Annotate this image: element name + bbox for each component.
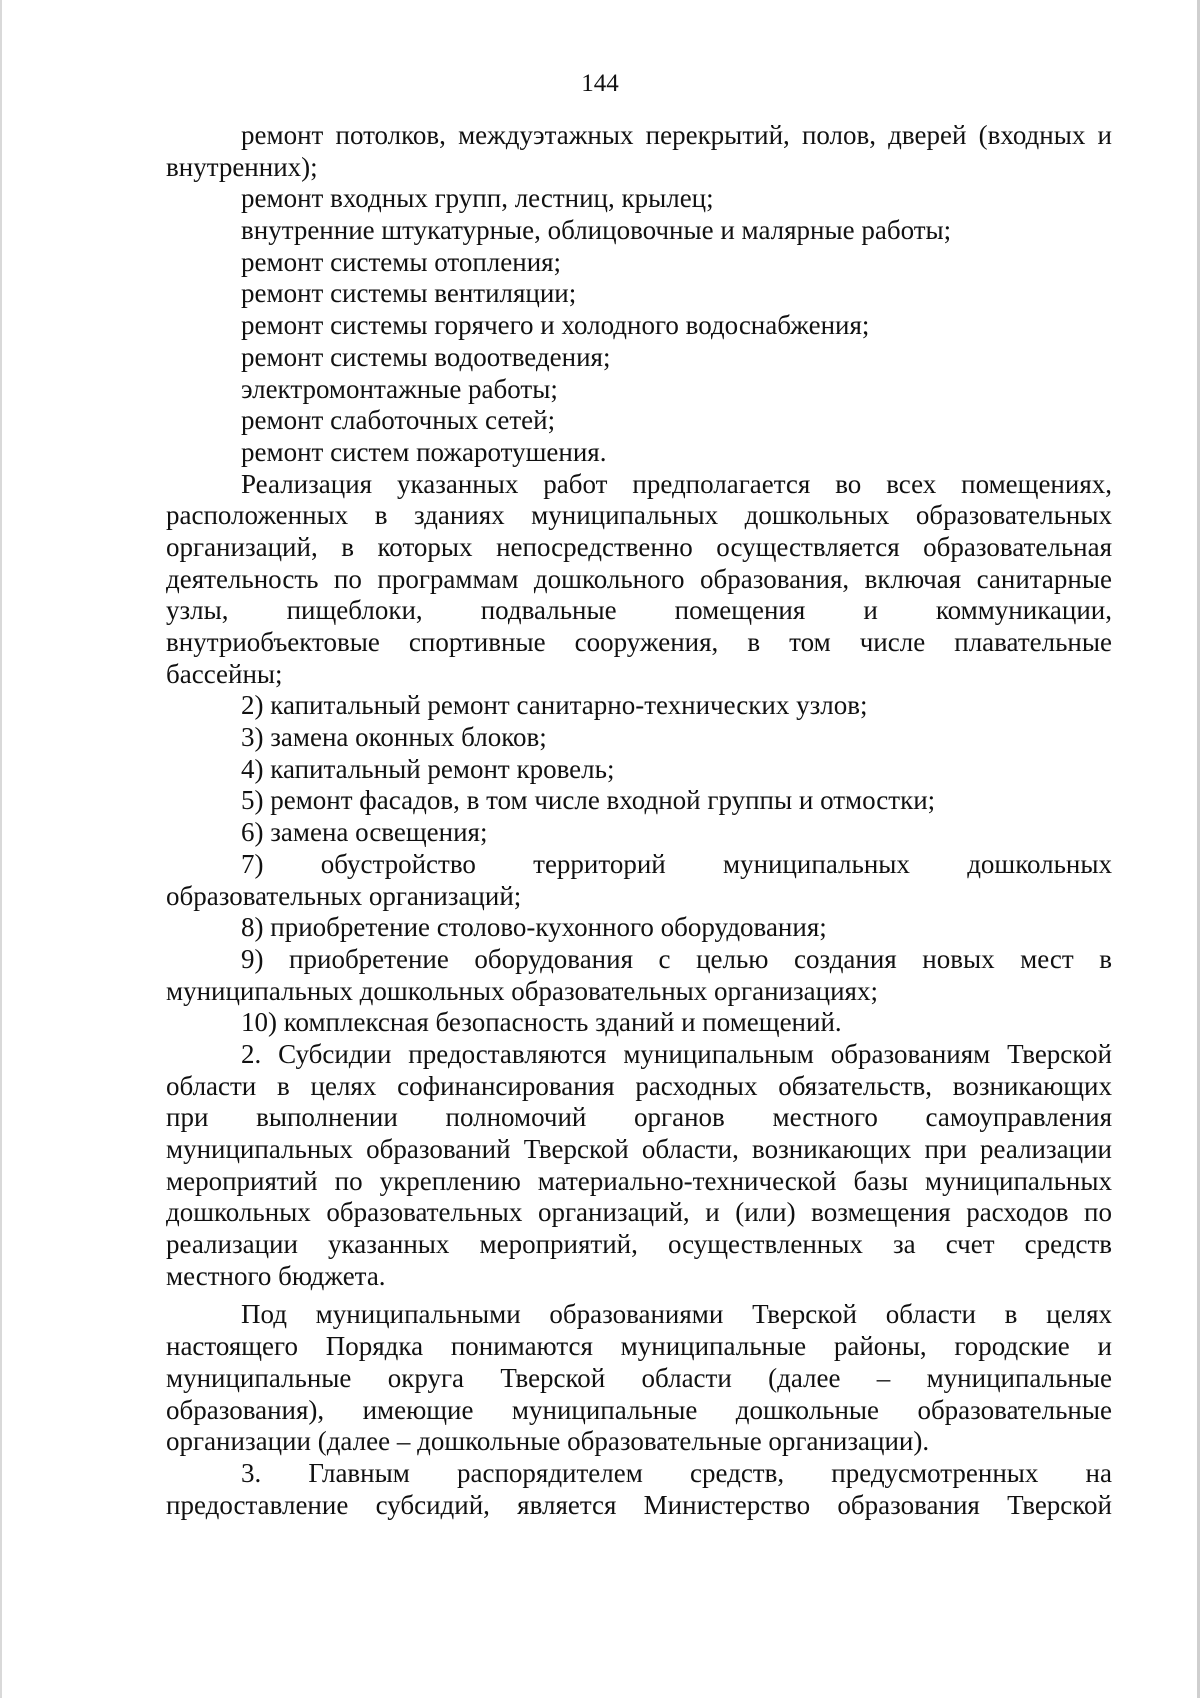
text-line: Реализация указанных работ предполагается во всех помещениях, <box>241 468 1112 499</box>
text-line: 5) ремонт фасадов, в том числе входной группы и отмостки; <box>241 785 936 816</box>
text-line: ремонт системы вентиляции; <box>241 278 577 309</box>
text-line: Под муниципальными образованиями Тверской области в целях <box>241 1299 1112 1330</box>
text-line: 2) капитальный ремонт санитарно-технических узлов; <box>241 690 868 721</box>
text-line: ремонт системы водоотведения; <box>241 341 611 372</box>
text-line: 10) комплексная безопасность зданий и помещений. <box>241 1007 842 1038</box>
text-line: ремонт систем пожаротушения. <box>241 436 607 467</box>
text-line: 6) замена освещения; <box>241 817 488 848</box>
text-line: организаций, в которых непосредственно осуществляется образовательная <box>166 531 1112 562</box>
text-line: 2. Субсидии предоставляются муниципальным образованиям Тверской <box>241 1038 1112 1069</box>
text-line: 8) приобретение столово-кухонного оборудования; <box>241 912 827 943</box>
text-line: мероприятий по укреплению материально-технической базы муниципальных <box>166 1165 1112 1196</box>
text-line: образования), имеющие муниципальные дошкольные образовательные <box>166 1394 1112 1425</box>
page-number: 144 <box>581 70 619 97</box>
text-line: дошкольных образовательных организаций, и (или) возмещения расходов по <box>166 1197 1112 1228</box>
text-line: ремонт слаботочных сетей; <box>241 405 556 436</box>
text-line: внутренних); <box>166 151 318 182</box>
text-line: реализации указанных мероприятий, осуществленных за счет средств <box>166 1229 1112 1260</box>
text-line: ремонт входных групп, лестниц, крылец; <box>241 183 714 214</box>
text-line: муниципальных дошкольных образовательных организациях; <box>166 975 878 1006</box>
text-line: организации (далее – дошкольные образовательные организации). <box>166 1426 930 1457</box>
text-line: внутренние штукатурные, облицовочные и малярные работы; <box>241 215 952 246</box>
text-line: местного бюджета. <box>166 1260 386 1291</box>
text-line: ремонт потолков, междуэтажных перекрытий, полов, дверей (входных и <box>241 120 1112 150</box>
text-line: 7) обустройство территорий муниципальных дошкольных <box>241 848 1112 879</box>
text-line: 3) замена оконных блоков; <box>241 722 547 753</box>
text-line: при выполнении полномочий органов местного самоуправления <box>166 1102 1112 1133</box>
scan-edge-left <box>0 0 2 1698</box>
text-line: ремонт системы горячего и холодного водоснабжения; <box>241 310 870 341</box>
text-line: области в целях софинансирования расходных обязательств, возникающих <box>166 1070 1112 1101</box>
text-line: 9) приобретение оборудования с целью создания новых мест в <box>241 943 1112 974</box>
text-line: муниципальных образований Тверской области, возникающих при реализации <box>166 1134 1112 1164</box>
text-line: предоставление субсидий, является Министерство образования Тверской <box>166 1489 1112 1520</box>
document-body <box>166 120 1112 1521</box>
text-line: электромонтажные работы; <box>241 373 558 404</box>
text-line: деятельность по программам дошкольного образования, включая санитарные <box>166 563 1112 594</box>
text-line: ремонт системы отопления; <box>241 246 562 277</box>
text-line: образовательных организаций; <box>166 880 522 911</box>
text-line: бассейны; <box>166 658 283 689</box>
text-line: внутриобъектовые спортивные сооружения, в том числе плавательные <box>166 627 1112 657</box>
text-line: настоящего Порядка понимаются муниципальные районы, городские и <box>166 1331 1112 1362</box>
text-line: 4) капитальный ремонт кровель; <box>241 753 615 784</box>
text-line: расположенных в зданиях муниципальных дошкольных образовательных <box>166 500 1112 531</box>
paragraph-gap <box>166 1292 1112 1299</box>
text-line: муниципальные округа Тверской области (далее – муниципальные <box>166 1362 1112 1393</box>
text-line: 3. Главным распорядителем средств, предусмотренных на <box>241 1457 1112 1488</box>
text-line: узлы, пищеблоки, подвальные помещения и коммуникации, <box>166 595 1112 626</box>
